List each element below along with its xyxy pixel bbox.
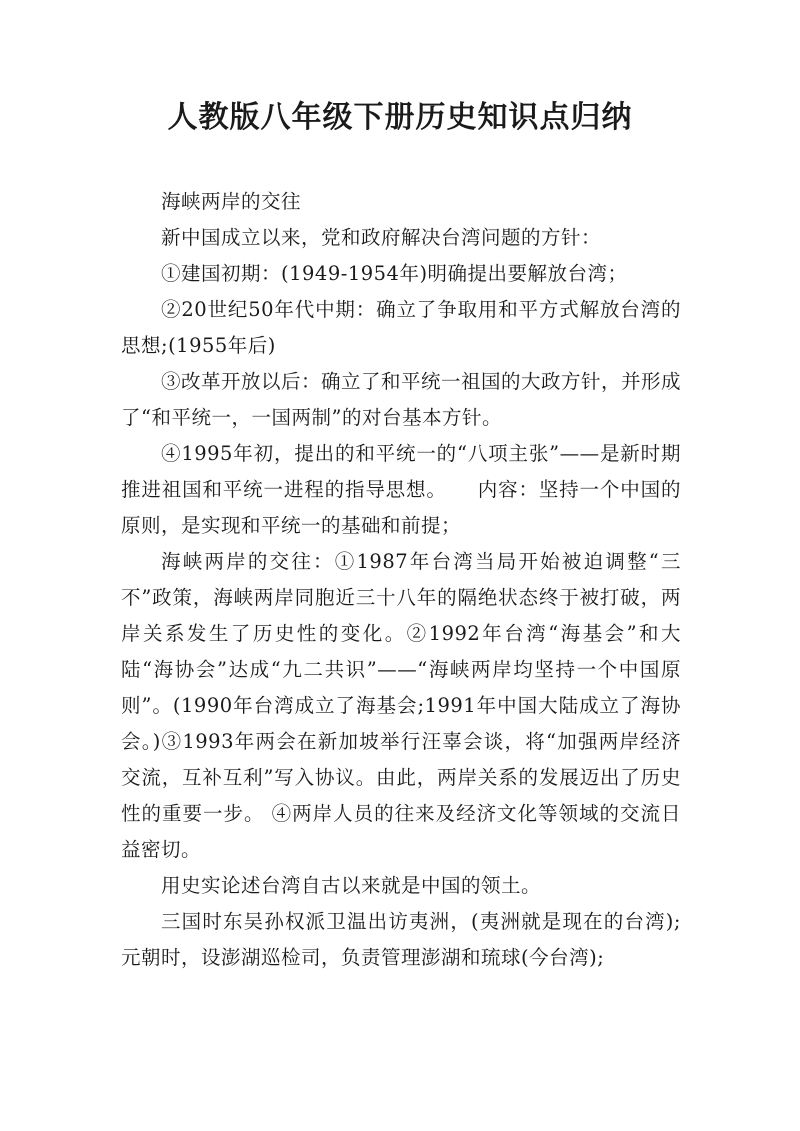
document-body bbox=[121, 184, 681, 976]
paragraph-cross-strait-exchanges: 海峡两岸的交往：①1987年台湾当局开始被迫调整“三不”政策，海峡两岸同胞近三十八年的隔绝状态终于被打破，两岸关系发生了历史性的变化。②1992年台湾“海基会”和大陆“海协会”达成“九二共识”——“海峡两岸均坚持一个中国原则”。(1990年台湾成立了海基会;1991年中国大陆成立了海协会。)③1993年两会在新加坡举行汪辜会谈，将“加强两岸经济交流，互补互利”写入协议。由此，两岸关系的发展迈出了历史性的重要一步。 ④两岸人员的往来及经济文化等领域的交流日益密切。 bbox=[121, 550, 681, 861]
paragraph-historical-evidence-heading: 用史实论述台湾自古以来就是中国的领土。 bbox=[161, 874, 542, 897]
paragraph-policy-1: ①建国初期：(1949-1954年)明确提出要解放台湾； bbox=[161, 262, 628, 285]
paragraph-section-heading: 海峡两岸的交往 bbox=[161, 190, 302, 213]
paragraph-policy-4: ④1995年初，提出的和平统一的“八项主张”——是新时期推进祖国和平统一进程的指导思想。 内容：坚持一个中国的原则，是实现和平统一的基础和前提； bbox=[121, 442, 681, 537]
paragraph-historical-evidence: 三国时东吴孙权派卫温出访夷洲，(夷洲就是现在的台湾);元朝时，设澎湖巡检司，负责管理澎湖和琉球(今台湾); bbox=[121, 910, 681, 969]
paragraph-policy-3: ③改革开放以后：确立了和平统一祖国的大政方针，并形成了“和平统一，一国两制”的对台基本方针。 bbox=[121, 370, 682, 429]
paragraph-policy-2: ②20世纪50年代中期：确立了争取用和平方式解放台湾的思想;(1955年后) bbox=[121, 298, 681, 357]
paragraph-policy-intro: 新中国成立以来，党和政府解决台湾问题的方针： bbox=[161, 226, 602, 249]
document-title: 人教版八年级下册历史知识点归纳 bbox=[167, 100, 633, 135]
